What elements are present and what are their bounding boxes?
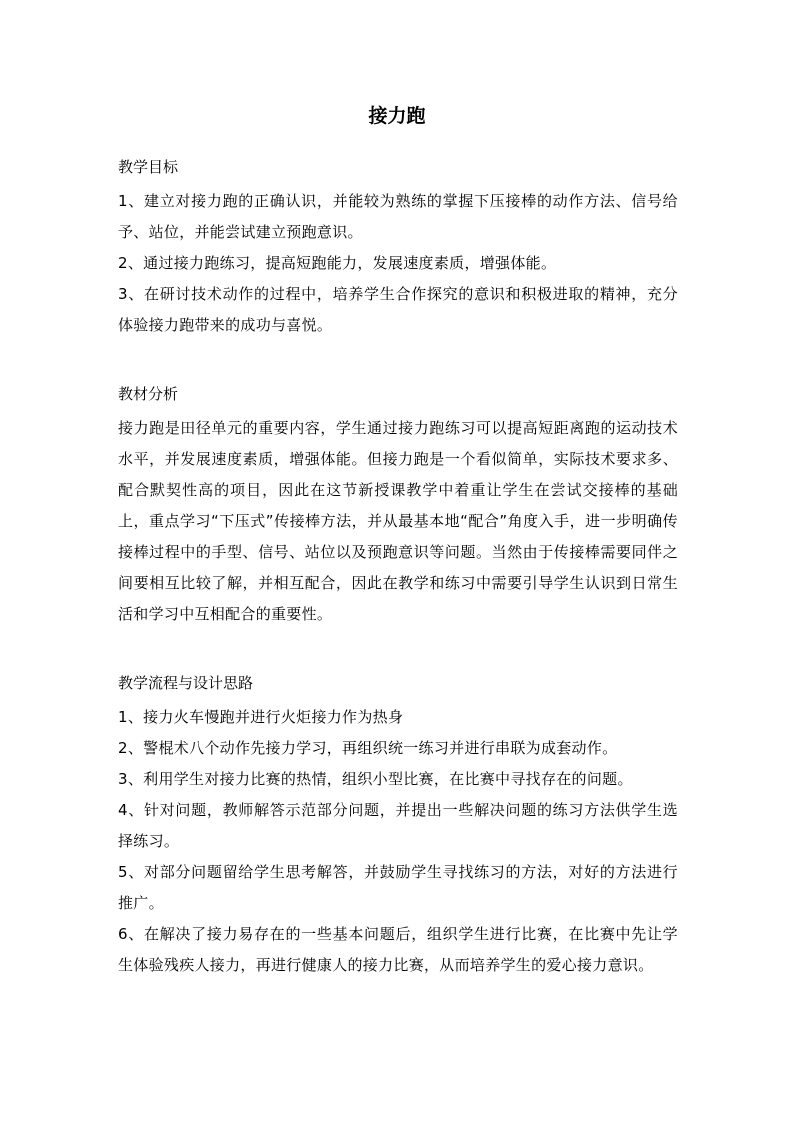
section-heading: 教学目标 bbox=[118, 158, 179, 176]
section-heading: 教学流程与设计思路 bbox=[118, 674, 254, 692]
section-teaching-process bbox=[118, 668, 678, 981]
paragraph: 接力跑是田径单元的重要内容，学生通过接力跑练习可以提高短距离跑的运动技术水平，并发展速度素质，增强体能。但接力跑是一个看似简单，实际技术要求多、配合默契性高的项目，因此在这节新授课教学中着重让学生在尝试交接棒的基础上，重点学习“下压式”传接棒方法，并从最基本地“配合”角度入手，进一步明确传接棒过程中的手型、信号、站位以及预跑意识等问题。当然由于传接棒需要同伴之间要相互比较了解，并相互配合，因此在教学和练习中需要引导学生认识到日常生活和学习中互相配合的重要性。 bbox=[118, 419, 678, 623]
document-body bbox=[118, 152, 678, 981]
list-item: 3、在研讨技术动作的过程中，培养学生合作探究的意识和积极进取的精神，充分体验接力跑带来的成功与喜悦。 bbox=[118, 285, 678, 334]
section-heading: 教材分析 bbox=[118, 385, 179, 403]
list-item: 4、针对问题，教师解答示范部分问题，并提出一些解决问题的练习方法供学生选择练习。 bbox=[118, 801, 678, 850]
page-title: 接力跑 bbox=[368, 105, 426, 127]
list-item: 2、通过接力跑练习，提高短跑能力，发展速度素质，增强体能。 bbox=[118, 254, 557, 272]
list-item: 5、对部分问题留给学生思考解答，并鼓励学生寻找练习的方法，对好的方法进行推广。 bbox=[118, 863, 678, 912]
section-teaching-objectives bbox=[118, 152, 678, 341]
list-item: 1、接力火车慢跑并进行火炬接力作为热身 bbox=[118, 708, 404, 726]
list-item: 3、利用学生对接力比赛的热情，组织小型比赛，在比赛中寻找存在的问题。 bbox=[118, 770, 633, 788]
section-material-analysis bbox=[118, 379, 678, 630]
list-item: 6、在解决了接力易存在的一些基本问题后，组织学生进行比赛，在比赛中先让学生体验残疾人接力，再进行健康人的接力比赛，从而培养学生的爱心接力意识。 bbox=[118, 925, 678, 974]
list-item: 1、建立对接力跑的正确认识，并能较为熟练的掌握下压接棒的动作方法、信号给予、站位，并能尝试建立预跑意识。 bbox=[118, 192, 678, 241]
list-item: 2、警棍术八个动作先接力学习，再组织统一练习并进行串联为成套动作。 bbox=[118, 739, 618, 757]
